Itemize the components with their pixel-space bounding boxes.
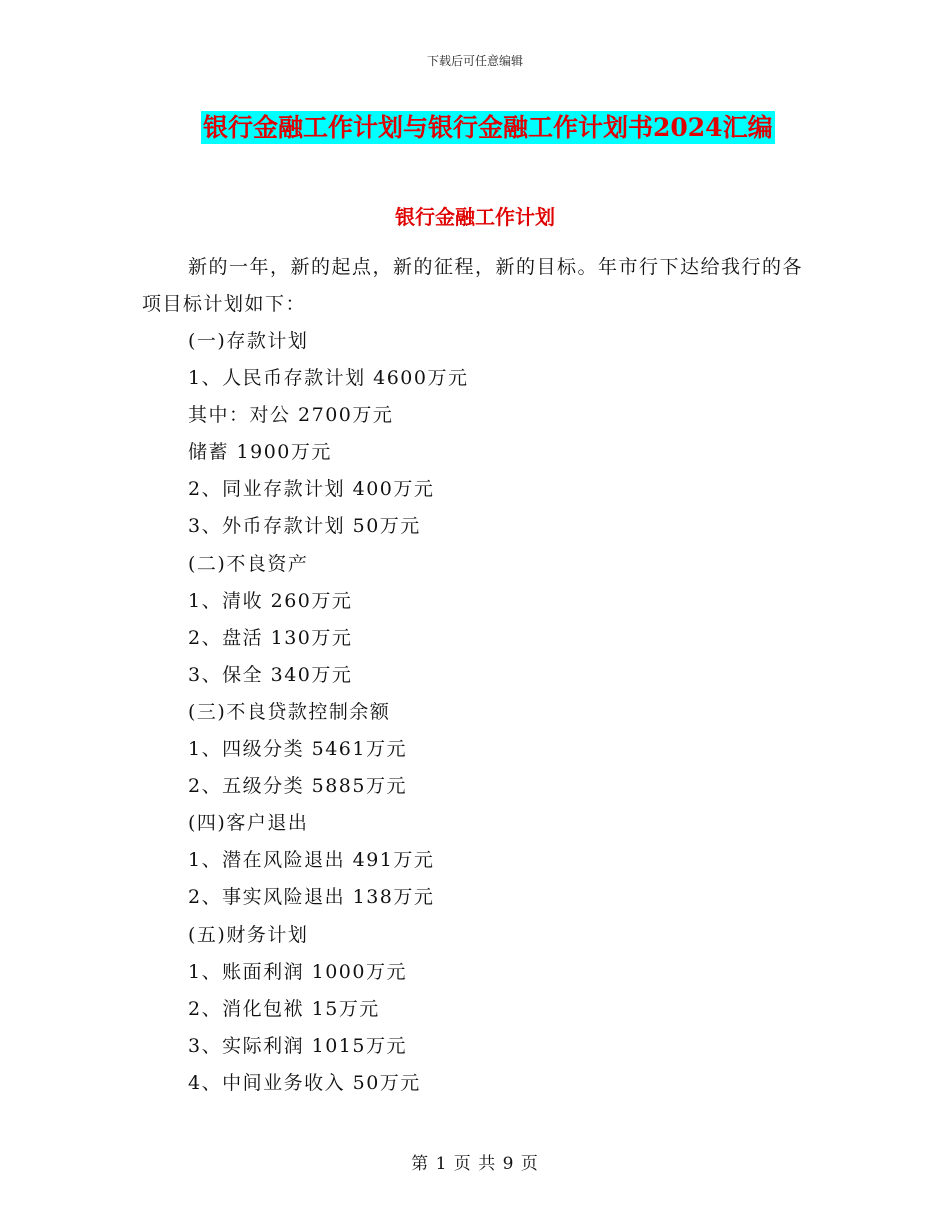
- intro-paragraph: 新的一年，新的起点，新的征程，新的目标。年市行下达给我行的各项目标计划如下：: [142, 256, 804, 315]
- plan-item: 3、实际利润 1015万元: [188, 1034, 407, 1057]
- plan-item: 2、盘活 130万元: [188, 626, 353, 649]
- plan-item: 1、四级分类 5461万元: [188, 738, 407, 761]
- plan-item: 1、清收 260万元: [188, 589, 353, 612]
- plan-item: 其中：对公 2700万元: [188, 404, 394, 427]
- header-note: 下载后可任意编辑: [426, 54, 523, 68]
- plan-item: 1、人民币存款计划 4600万元: [188, 367, 469, 390]
- plan-heading-deposit: (一)存款计划: [188, 330, 309, 352]
- plan-item: 储蓄 1900万元: [188, 441, 332, 464]
- document-body: [142, 249, 812, 1102]
- plan-item: 1、账面利润 1000万元: [188, 960, 407, 983]
- plan-item: 3、保全 340万元: [188, 663, 353, 686]
- plan-item: 2、五级分类 5885万元: [188, 775, 407, 798]
- plan-item: 2、同业存款计划 400万元: [188, 478, 435, 501]
- plan-heading-finance: (五)财务计划: [188, 923, 309, 946]
- section-title: 银行金融工作计划: [395, 205, 555, 229]
- plan-item: 2、消化包袱 15万元: [188, 997, 380, 1020]
- plan-item: 1、潜在风险退出 491万元: [188, 849, 435, 872]
- page-footer: 第 1 页 共 9 页: [411, 1154, 539, 1174]
- plan-item: 3、外币存款计划 50万元: [188, 515, 421, 538]
- plan-heading-bad-assets: (二)不良资产: [188, 552, 309, 575]
- plan-item: 4、中间业务收入 50万元: [188, 1071, 421, 1094]
- plan-item: 2、事实风险退出 138万元: [188, 886, 435, 909]
- plan-heading-bad-loan-control: (三)不良贷款控制余额: [188, 700, 391, 723]
- document-title: 银行金融工作计划与银行金融工作计划书2024汇编: [203, 113, 773, 142]
- document-title-block: [201, 111, 775, 144]
- plan-heading-customer-exit: (四)客户退出: [188, 812, 309, 835]
